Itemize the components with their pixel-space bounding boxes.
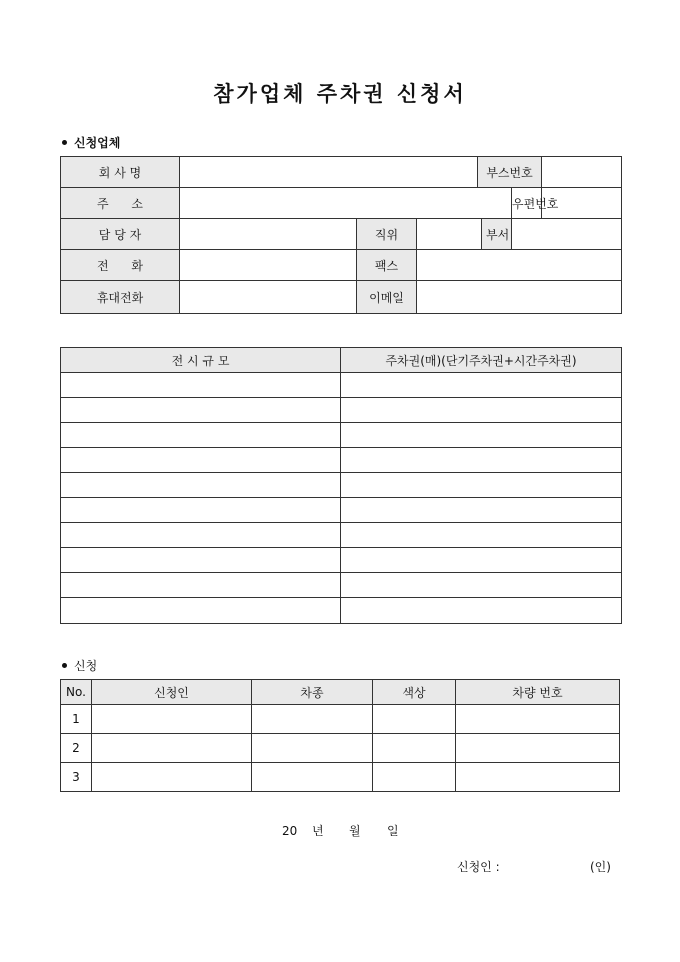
scale-cell[interactable] xyxy=(61,373,341,398)
car-type-cell[interactable] xyxy=(252,763,373,792)
scale-cell[interactable] xyxy=(61,448,341,473)
booth-no-field[interactable] xyxy=(542,157,622,188)
applicant-cell[interactable] xyxy=(92,763,252,792)
company-name-field[interactable] xyxy=(180,157,478,188)
section-company-text: 신청업체 xyxy=(74,136,121,150)
color-cell[interactable] xyxy=(373,705,456,734)
color-cell[interactable] xyxy=(373,734,456,763)
phone-field[interactable] xyxy=(180,250,357,281)
apply-row xyxy=(61,705,620,734)
no-header: No. xyxy=(61,680,92,705)
applicant-cell[interactable] xyxy=(92,705,252,734)
contact-label: 담 당 자 xyxy=(61,219,180,250)
mobile-label: 휴대전화 xyxy=(61,281,180,314)
scale-row xyxy=(61,398,622,423)
scale-row xyxy=(61,448,622,473)
tickets-cell[interactable] xyxy=(341,398,622,423)
booth-no-label: 부스번호 xyxy=(478,157,542,188)
row-number: 2 xyxy=(61,734,92,763)
scale-row xyxy=(61,523,622,548)
date-prefix: 20 xyxy=(282,824,298,838)
zip-label: 우편번호 xyxy=(512,188,542,219)
scale-cell[interactable] xyxy=(61,548,341,573)
date-month: 월 xyxy=(349,824,361,838)
page-title: 참가업체 주차권 신청서 xyxy=(213,81,467,106)
color-header: 색상 xyxy=(373,680,456,705)
plate-no-cell[interactable] xyxy=(456,734,620,763)
contact-field[interactable] xyxy=(180,219,357,250)
section-apply-label xyxy=(62,657,97,674)
applicant-cell[interactable] xyxy=(92,734,252,763)
plate-no-header: 차량 번호 xyxy=(456,680,620,705)
scale-row xyxy=(61,498,622,523)
tickets-cell[interactable] xyxy=(341,573,622,598)
car-type-cell[interactable] xyxy=(252,734,373,763)
tickets-cell[interactable] xyxy=(341,548,622,573)
mobile-field[interactable] xyxy=(180,281,357,314)
scale-cell[interactable] xyxy=(61,473,341,498)
tickets-cell[interactable] xyxy=(341,448,622,473)
position-field[interactable] xyxy=(417,219,482,250)
car-type-header: 차종 xyxy=(252,680,373,705)
tickets-cell[interactable] xyxy=(341,373,622,398)
scale-row xyxy=(61,373,622,398)
address-label: 주 소 xyxy=(61,188,180,219)
tickets-cell[interactable] xyxy=(341,498,622,523)
date-line xyxy=(282,822,399,839)
tickets-cell[interactable] xyxy=(341,423,622,448)
apply-row xyxy=(61,763,620,792)
address-field[interactable] xyxy=(180,188,512,219)
scale-cell[interactable] xyxy=(61,523,341,548)
fax-label: 팩스 xyxy=(357,250,417,281)
tickets-cell[interactable] xyxy=(341,523,622,548)
signature-line xyxy=(457,858,611,875)
scale-cell[interactable] xyxy=(61,423,341,448)
position-label: 직위 xyxy=(357,219,417,250)
email-field[interactable] xyxy=(417,281,622,314)
email-label: 이메일 xyxy=(357,281,417,314)
date-day: 일 xyxy=(387,824,399,838)
scale-cell[interactable] xyxy=(61,573,341,598)
section-company-label xyxy=(62,134,120,151)
fax-field[interactable] xyxy=(417,250,622,281)
date-year: 년 xyxy=(312,824,324,838)
apply-row xyxy=(61,734,620,763)
section-apply-text: 신청 xyxy=(74,659,98,673)
tickets-cell[interactable] xyxy=(341,473,622,498)
scale-header: 전 시 규 모 xyxy=(61,348,341,373)
company-info-table xyxy=(60,156,622,314)
car-type-cell[interactable] xyxy=(252,705,373,734)
phone-label: 전 화 xyxy=(61,250,180,281)
scale-row xyxy=(61,473,622,498)
tickets-cell[interactable] xyxy=(341,598,622,624)
bullet-icon xyxy=(62,140,67,145)
row-number: 1 xyxy=(61,705,92,734)
row-number: 3 xyxy=(61,763,92,792)
plate-no-cell[interactable] xyxy=(456,705,620,734)
scale-cell[interactable] xyxy=(61,498,341,523)
scale-cell[interactable] xyxy=(61,398,341,423)
scale-table xyxy=(60,347,622,624)
seal-mark: (인) xyxy=(590,860,611,874)
signature-label: 신청인 : xyxy=(457,860,500,874)
plate-no-cell[interactable] xyxy=(456,763,620,792)
scale-cell[interactable] xyxy=(61,598,341,624)
tickets-header: 주차권(매)(단기주차권+시간주차권) xyxy=(341,348,622,373)
apply-table xyxy=(60,679,620,792)
bullet-icon xyxy=(62,663,67,668)
department-field[interactable] xyxy=(512,219,622,250)
scale-row xyxy=(61,598,622,624)
applicant-header: 신청인 xyxy=(92,680,252,705)
scale-row xyxy=(61,573,622,598)
company-name-label: 회 사 명 xyxy=(61,157,180,188)
scale-row xyxy=(61,423,622,448)
department-label: 부서 xyxy=(482,219,512,250)
color-cell[interactable] xyxy=(373,763,456,792)
scale-row xyxy=(61,548,622,573)
